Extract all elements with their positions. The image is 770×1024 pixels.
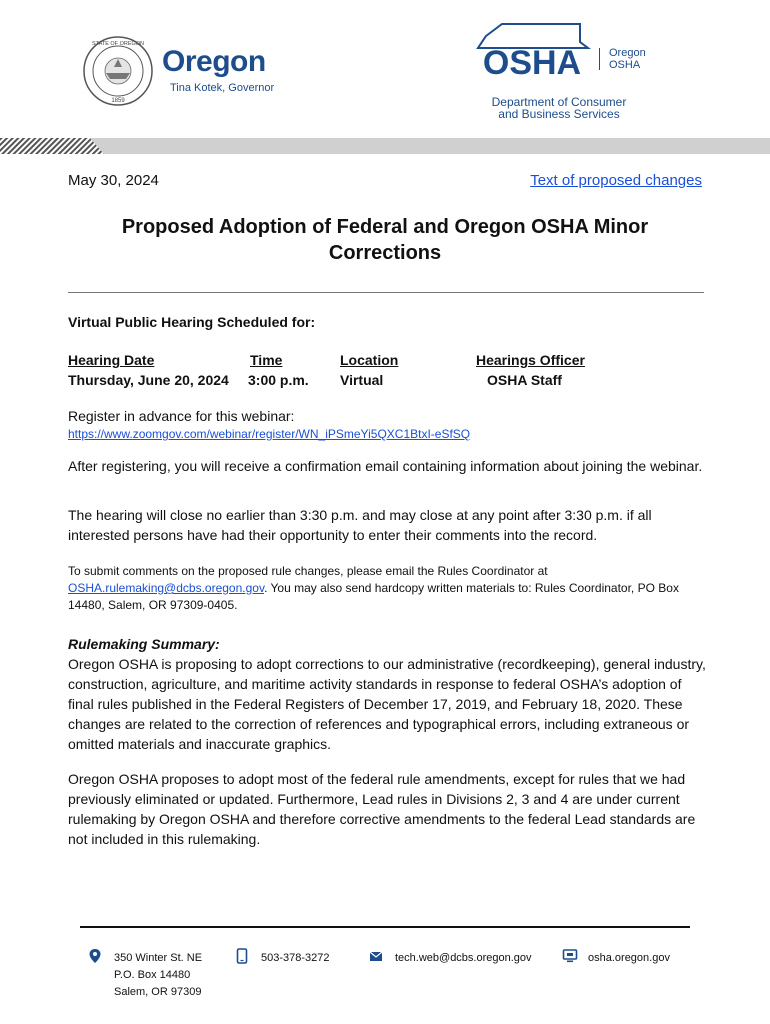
- phone-icon: [235, 948, 249, 964]
- osha-logo: [472, 22, 597, 82]
- summary-paragraph-2: Oregon OSHA proposes to adopt most of the federal rule amendments, except for rules that we had previously eliminated or updated. Furthermore, Lead rules in Divisions 2, 3 and 4 are under current rulemaking by Oregon OSHA and therefore corrective amendments to the federal Lead standards are not included in this rulemaking.: [68, 771, 696, 847]
- hearing-date-header: Hearing Date: [68, 352, 155, 368]
- osha-sub-line-2: OSHA: [609, 59, 641, 71]
- osha-sub-line-1: Oregon: [609, 47, 646, 59]
- rules-coordinator-email-link[interactable]: OSHA.rulemaking@dcbs.oregon.gov: [68, 581, 265, 595]
- comments-intro: To submit comments on the proposed rule changes, please email the Rules Coordinator at: [68, 564, 548, 578]
- osha-sub-label: [609, 47, 646, 71]
- text-of-proposed-changes-link[interactable]: Text of proposed changes: [530, 172, 702, 189]
- oregon-state-seal: [82, 35, 154, 107]
- location-pin-icon: [88, 948, 102, 964]
- svg-text:1859: 1859: [111, 98, 125, 104]
- department-line-1: Department of Consumer: [491, 95, 627, 109]
- document-date: May 30, 2024: [68, 172, 159, 189]
- governor-name: Tina Kotek, Governor: [170, 82, 275, 94]
- hearings-officer-header: Hearings Officer: [476, 352, 585, 368]
- document-title: Proposed Adoption of Federal and Oregon OSHA Minor Corrections: [121, 216, 649, 264]
- logo-divider: [599, 48, 600, 70]
- osha-logo-text: OSHA: [482, 44, 582, 82]
- envelope-icon: [369, 948, 383, 964]
- header-band: [0, 138, 770, 154]
- footer-website-link[interactable]: osha.oregon.gov: [588, 952, 670, 964]
- hearing-date-value: Thursday, June 20, 2024: [68, 372, 229, 388]
- rulemaking-summary-heading: Rulemaking Summary:: [68, 636, 220, 652]
- summary-paragraph-1: Oregon OSHA is proposing to adopt corrections to our administrative (recordkeeping), general industry, construction, agriculture, and maritime activity standards in response to federal OSHA’s adoption of final rules published in the Federal Registers of December 17, 2019, and February 18, 2020. These changes are related to the correction of references and typographical errors, including extraneous or omitted materials and inaccurate graphics.: [68, 656, 706, 752]
- location-value: Virtual: [340, 372, 384, 388]
- footer-email-link[interactable]: tech.web@dcbs.oregon.gov: [395, 952, 532, 964]
- oregon-wordmark: Oregon: [162, 45, 266, 78]
- hearing-close-text: The hearing will close no earlier than 3:30 p.m. and may close at any point after 3:30 p.m. if all interested persons have had their opportunity to enter their comments into the record.: [68, 507, 652, 543]
- comments-rest: . You may also send hardcopy written materials to: Rules Coordinator, PO Box 14480, Salem, OR 97309-0405.: [68, 581, 679, 612]
- webinar-register-link[interactable]: https://www.zoomgov.com/webinar/register/WN_iPSmeYi5QXC1BtxI-eSfSQ: [68, 427, 471, 441]
- schedule-heading: Virtual Public Hearing Scheduled for:: [68, 314, 316, 330]
- address-line-2: P.O. Box 14480: [114, 969, 191, 981]
- svg-text:STATE OF OREGON: STATE OF OREGON: [91, 41, 145, 47]
- address-line-1: 350 Winter St. NE: [114, 952, 203, 964]
- address-line-3: Salem, OR 97309: [114, 986, 202, 998]
- department-line-2: and Business Services: [498, 107, 620, 121]
- time-header: Time: [250, 352, 283, 368]
- footer-divider: [80, 926, 690, 928]
- title-divider: [68, 292, 704, 293]
- department-name: [490, 96, 628, 120]
- time-value: 3:00 p.m.: [248, 372, 309, 388]
- footer-phone: 503-378-3272: [261, 952, 330, 964]
- footer-address: [114, 950, 202, 1001]
- after-registering-text: After registering, you will receive a confirmation email containing information about joining the webinar.: [68, 458, 703, 474]
- comments-paragraph: [68, 563, 688, 614]
- register-label: Register in advance for this webinar:: [68, 408, 295, 424]
- location-header: Location: [340, 352, 399, 368]
- computer-icon: [562, 948, 578, 964]
- hearings-officer-value: OSHA Staff: [487, 372, 562, 388]
